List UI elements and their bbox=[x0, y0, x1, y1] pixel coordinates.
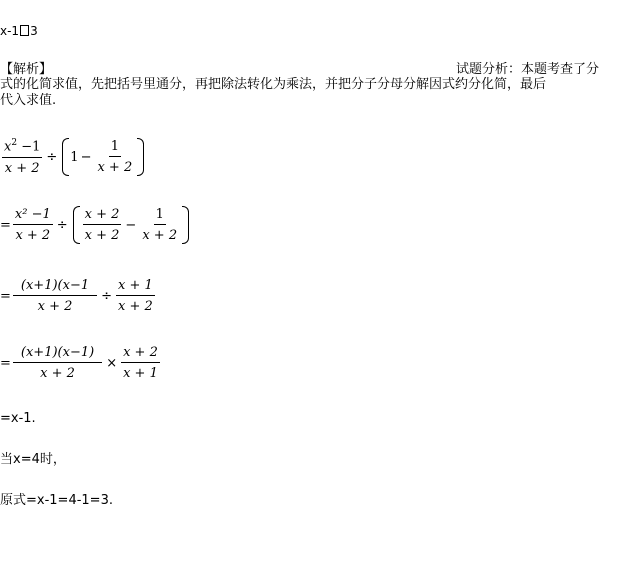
right-paren bbox=[137, 138, 144, 176]
step-3-expression: = $\frac{(x+1)(x-1}{x + 2}$ ÷ $\frac{x + 1}{x + 2}$ bbox=[0, 278, 153, 314]
analysis-line-2: 式的化简求值，先把括号里通分，再把除法转化为乘法，并把分子分母分解因式约分化简，最后 bbox=[0, 77, 547, 92]
answer-prefix: x-1 bbox=[0, 24, 20, 38]
fraction: $\frac{(x+1)(x-1}{x + 2}$ bbox=[13, 278, 97, 314]
left-paren bbox=[62, 138, 69, 176]
fraction: $\frac{x + 2}{x + 1}$ bbox=[123, 345, 158, 381]
analysis-heading: 【解析】 bbox=[0, 62, 53, 77]
step-2-expression: = $\frac{\text{x² −1}}{x + 2}$ ÷ $\frac{x + 2}{x + 2}$ − $\frac{1}{x + 2}$ bbox=[0, 206, 192, 244]
result-line: =x-1. bbox=[0, 411, 36, 426]
fraction: $\frac{1}{x + 2}$ bbox=[142, 207, 178, 243]
answer-line bbox=[0, 24, 38, 38]
fraction: $\frac{x + 1}{x + 2}$ bbox=[118, 278, 153, 314]
analysis-intro: 试题分析：本题考查了分 bbox=[456, 62, 600, 77]
step-1-expression: $\frac{x^2 -1}{x + 2}$ ÷ 1 − $\frac{1}{x + 2}$ bbox=[0, 138, 147, 176]
left-paren bbox=[73, 206, 80, 244]
answer-suffix: 3 bbox=[30, 24, 38, 38]
substitution-line: 当x=4时， bbox=[0, 452, 66, 467]
step-4-expression: = $\frac{(x+1)(x-1)}{x + 2}$ × $\frac{x + 2}{x + 1}$ bbox=[0, 345, 158, 381]
fraction: $\frac{x^2 -1}{x + 2}$ bbox=[4, 138, 41, 176]
final-answer-line: 原式=x-1=4-1=3. bbox=[0, 493, 113, 508]
analysis-line-3: 代入求值. bbox=[0, 93, 57, 108]
right-paren bbox=[182, 206, 189, 244]
fraction: $\frac{1}{x + 2}$ bbox=[97, 139, 133, 175]
missing-glyph-box bbox=[20, 25, 29, 36]
fraction: $\frac{x + 2}{x + 2}$ bbox=[84, 207, 120, 243]
fraction: $\frac{(x+1)(x-1)}{x + 2}$ bbox=[13, 345, 102, 381]
fraction: $\frac{\text{x² −1}}{x + 2}$ bbox=[14, 207, 51, 243]
